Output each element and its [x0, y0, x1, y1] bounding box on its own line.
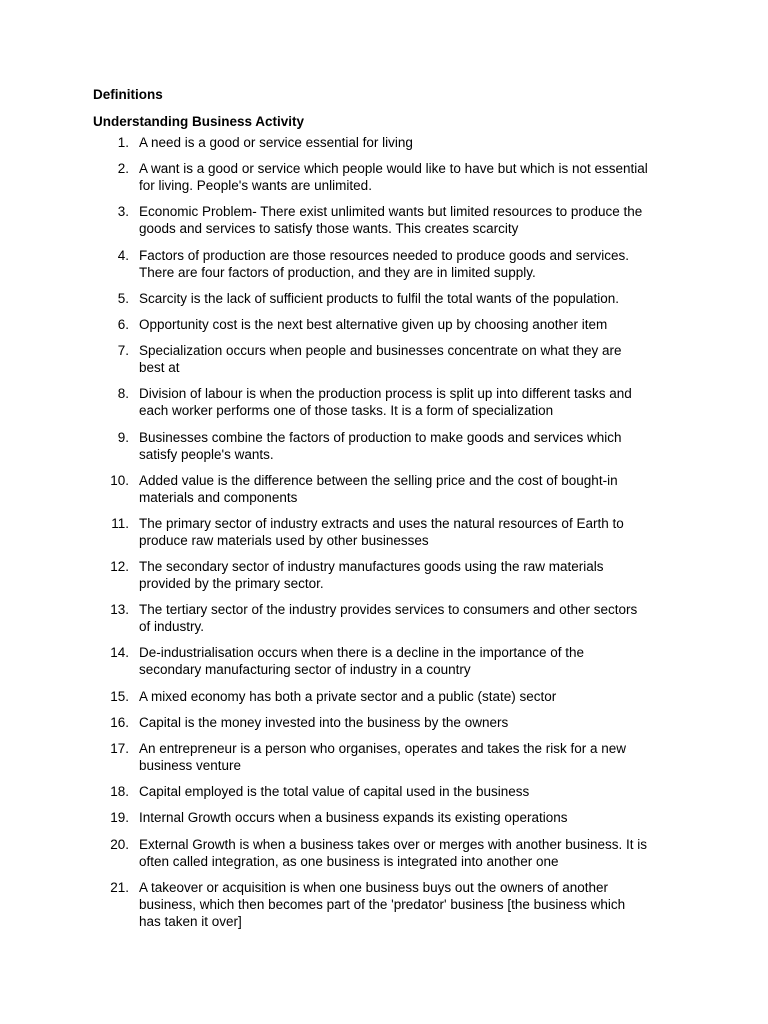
definition-item — [93, 160, 683, 194]
definition-number: 17. — [110, 741, 129, 756]
definition-number: 20. — [110, 836, 129, 852]
definition-item — [93, 558, 683, 592]
definition-number: 5. — [117, 290, 129, 306]
definition-text: A want is a good or service which people would like to have but which is not essential for living. People's wants are unlimited. — [139, 161, 648, 194]
definition-text: The primary sector of industry extracts and uses the natural resources of Earth to produce raw materials used by other businesses — [139, 515, 624, 548]
definition-number: 10. — [110, 472, 129, 488]
definition-text: The secondary sector of industry manufactures goods using the raw materials provided by the primary sector. — [139, 559, 604, 592]
definition-item — [93, 740, 683, 774]
definition-item — [93, 515, 683, 549]
definition-text: Economic Problem- There exist unlimited wants but limited resources to produce the goods and services to satisfy those wants. This creates scarcity — [139, 204, 643, 237]
definition-item — [93, 601, 683, 635]
definition-number: 1. — [117, 135, 129, 150]
definition-item — [93, 472, 683, 506]
definition-item — [93, 316, 683, 333]
definition-item — [93, 247, 683, 281]
definition-text: The tertiary sector of the industry provides services to consumers and other sectors of industry. — [139, 602, 638, 635]
definition-number: 4. — [117, 247, 129, 263]
definition-number: 7. — [117, 343, 129, 359]
definition-number: 13. — [110, 602, 129, 618]
definition-item — [93, 783, 683, 800]
definition-number: 21. — [110, 879, 129, 895]
definition-number: 19. — [110, 810, 129, 826]
definition-item — [93, 688, 683, 705]
definition-number: 8. — [117, 386, 129, 402]
definition-text: A takeover or acquisition is when one business buys out the owners of another business, which then becomes part of the 'predator' business [the business which has taken it over] — [139, 879, 626, 929]
definition-number: 11. — [111, 515, 129, 531]
definition-number: 9. — [117, 429, 129, 445]
definition-number: 2. — [117, 161, 129, 177]
definition-text: Added value is the difference between the selling price and the cost of bought-in materials and components — [139, 472, 618, 505]
definition-item — [93, 429, 683, 463]
definition-text: Factors of production are those resources needed to produce goods and services. There are four factors of production, and they are in limited supply. — [139, 247, 630, 280]
definition-item — [93, 836, 683, 870]
definition-text: Internal Growth occurs when a business expands its existing operations — [139, 810, 568, 826]
definition-text: An entrepreneur is a person who organises, operates and takes the risk for a new business venture — [139, 741, 627, 773]
definition-text: Businesses combine the factors of production to make goods and services which satisfy people's wants. — [139, 429, 622, 462]
definition-text: Capital is the money invested into the business by the owners — [139, 714, 509, 730]
definition-text: A need is a good or service essential for living — [139, 135, 413, 150]
definition-text: De-industrialisation occurs when there is a decline in the importance of the secondary manufacturing sector of industry in a country — [139, 645, 584, 678]
definition-item — [93, 203, 683, 237]
definitions-list — [93, 134, 683, 930]
definition-item — [93, 644, 683, 678]
document-page — [93, 86, 683, 939]
definition-text: External Growth is when a business takes over or merges with another business. It is often called integration, as one business is integrated into another one — [139, 836, 647, 869]
definition-text: Scarcity is the lack of sufficient products to fulfil the total wants of the population. — [139, 290, 620, 306]
definition-item — [93, 290, 683, 307]
definition-text: Division of labour is when the production process is split up into different tasks and each worker performs one of those tasks. It is a form of specialization — [139, 386, 632, 419]
definition-item — [93, 134, 683, 151]
definition-text: Specialization occurs when people and businesses concentrate on what they are best at — [139, 343, 622, 376]
definition-text: Capital employed is the total value of capital used in the business — [139, 784, 530, 800]
definition-item — [93, 809, 683, 826]
definition-number: 14. — [110, 645, 129, 661]
definition-number: 18. — [110, 784, 129, 800]
definition-item — [93, 385, 683, 419]
definition-item — [93, 879, 683, 930]
definition-text: A mixed economy has both a private sector and a public (state) sector — [139, 688, 557, 704]
definition-number: 12. — [110, 559, 129, 575]
document-title: Definitions — [93, 87, 163, 102]
definition-item — [93, 714, 683, 731]
definition-number: 6. — [117, 316, 129, 332]
definition-number: 3. — [117, 204, 129, 220]
section-title: Understanding Business Activity — [93, 114, 305, 129]
definition-number: 15. — [110, 688, 129, 704]
definition-item — [93, 342, 683, 376]
definition-number: 16. — [110, 714, 129, 730]
definition-text: Opportunity cost is the next best alternative given up by choosing another item — [139, 316, 608, 332]
